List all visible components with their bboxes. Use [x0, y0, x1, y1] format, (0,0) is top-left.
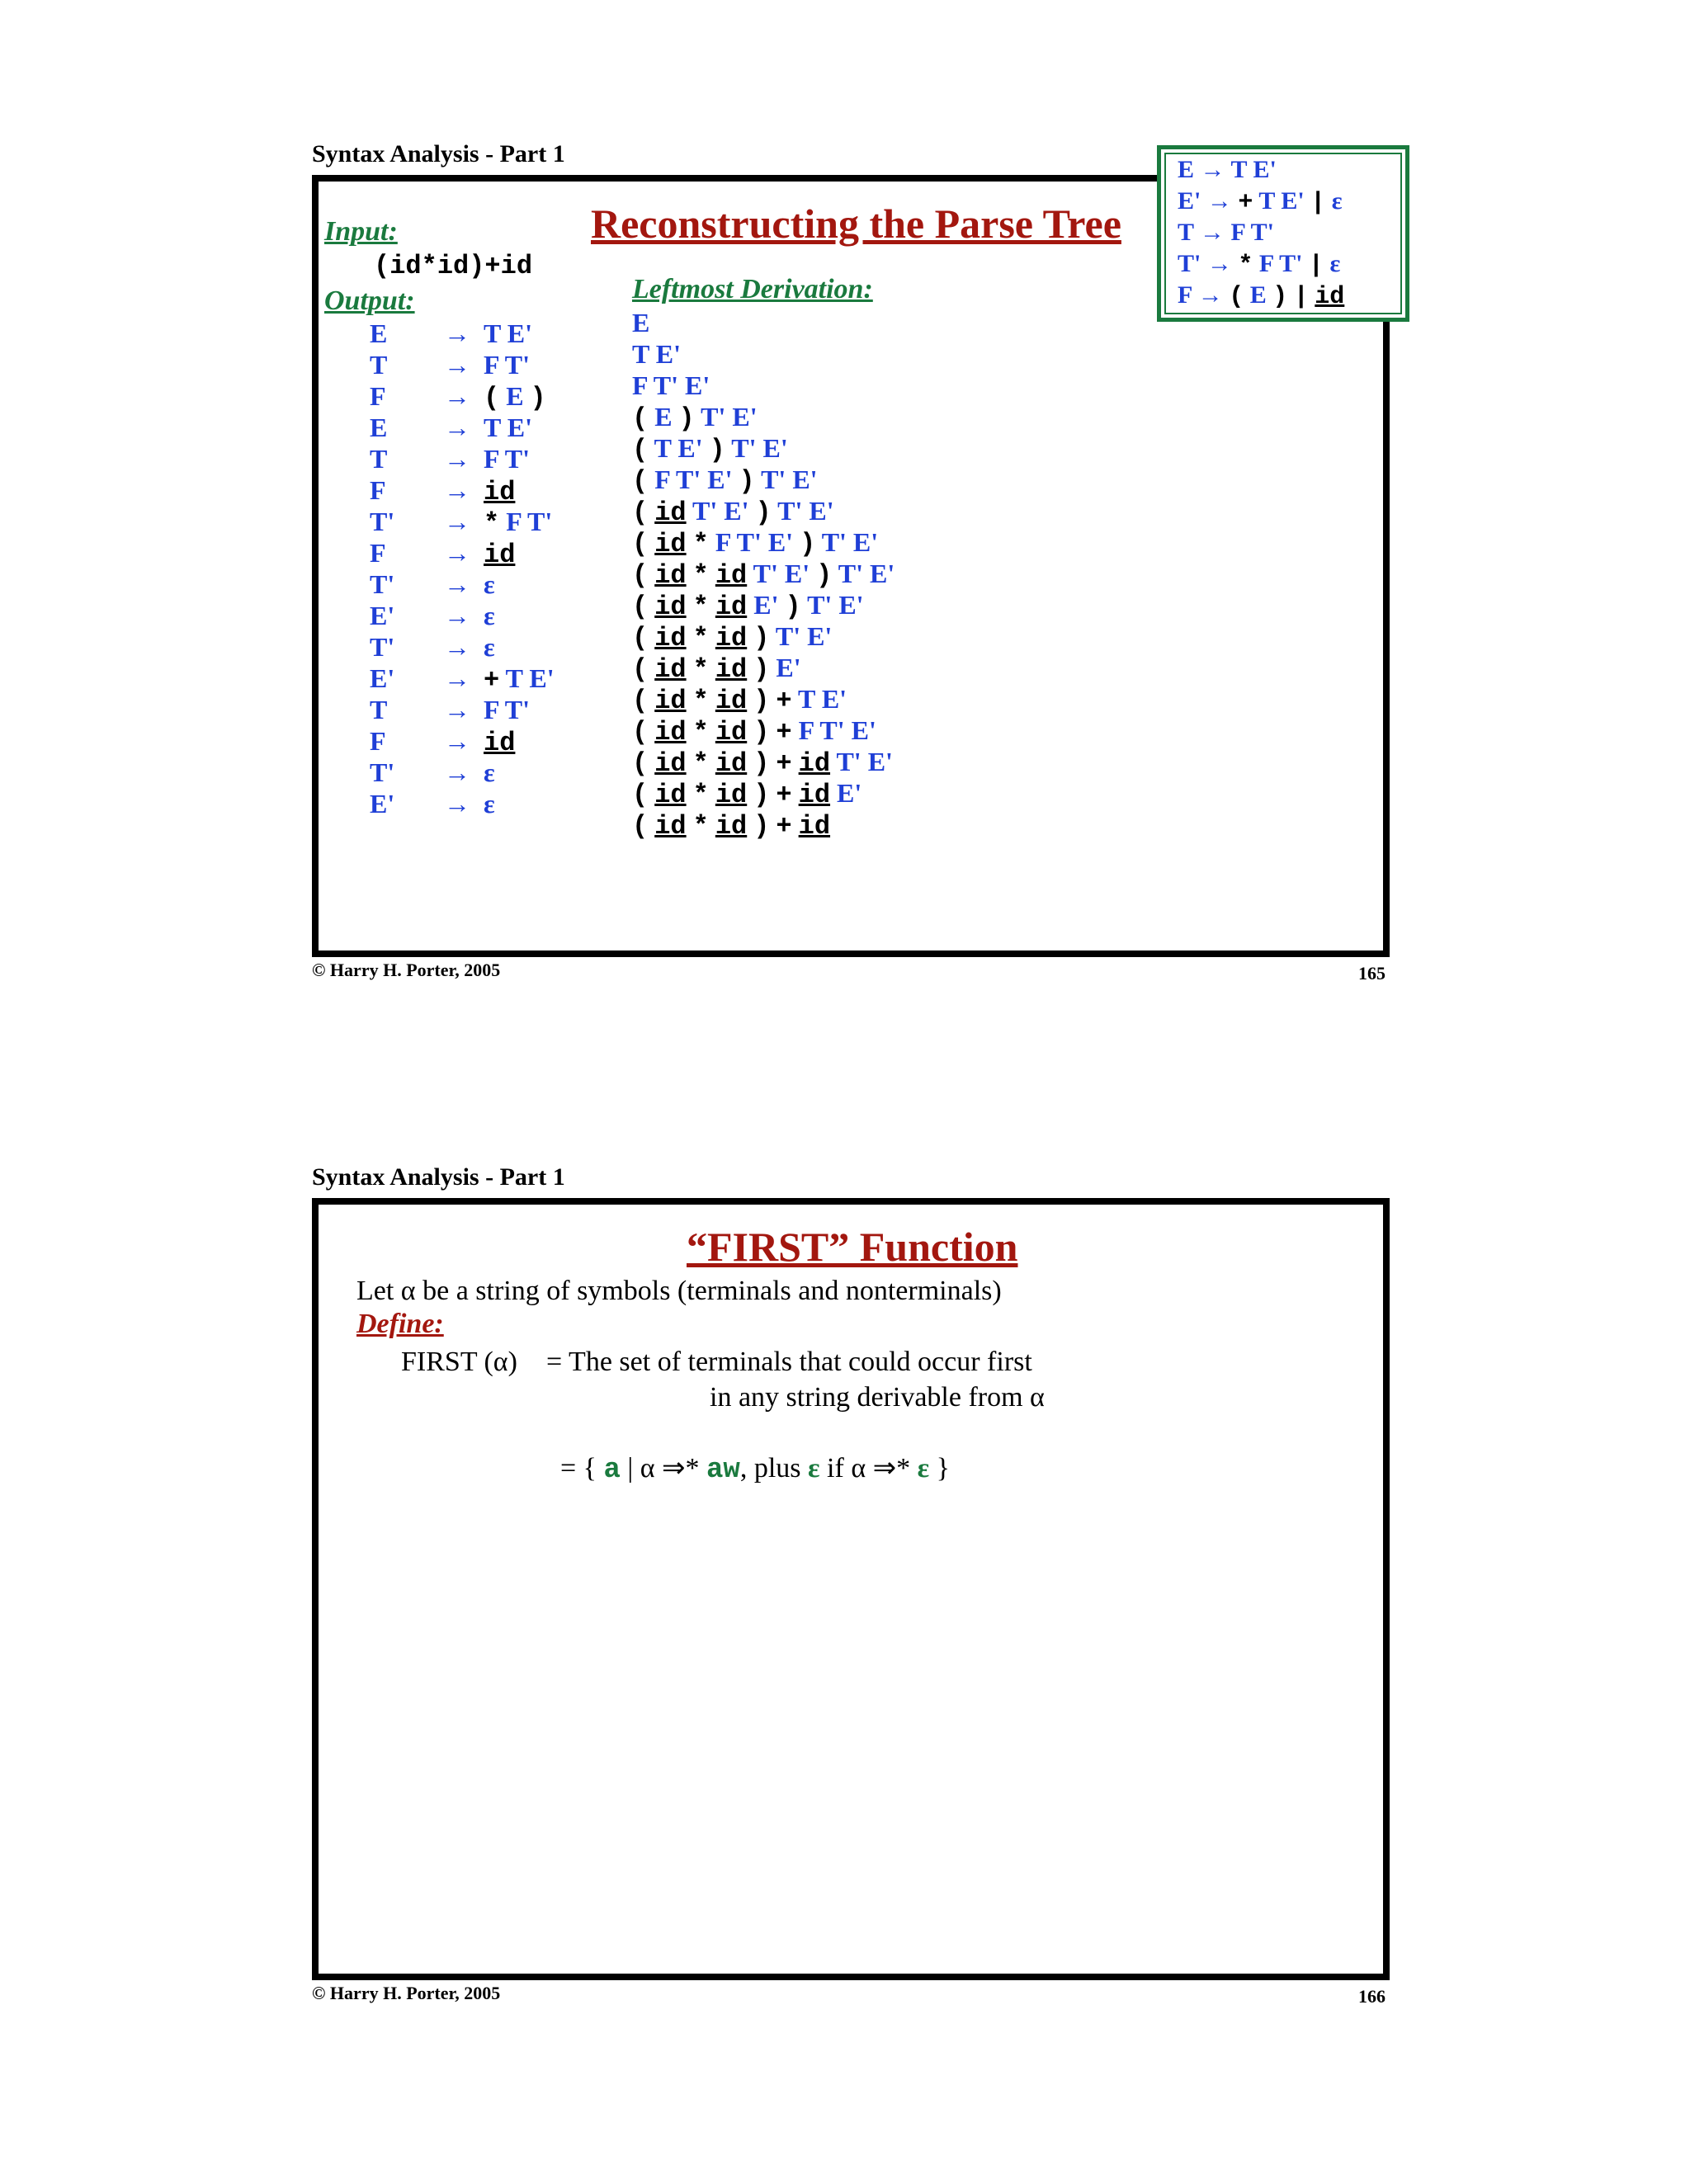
- terminal-symbol: (: [632, 780, 649, 810]
- terminal-symbol: ): [800, 529, 816, 559]
- grammar-symbol: T': [1250, 219, 1275, 246]
- production-lhs: E': [370, 789, 395, 818]
- grammar-symbol: E: [506, 381, 524, 411]
- derivation-step: [632, 589, 895, 620]
- grammar-symbol: E': [809, 496, 834, 526]
- production-arrow: →: [444, 569, 470, 599]
- terminal-symbol: ): [530, 383, 546, 413]
- terminal-id: id: [715, 780, 748, 810]
- terminal-id: id: [654, 498, 687, 528]
- grammar-symbol: ε: [484, 569, 495, 599]
- slide1-title: Reconstructing the Parse Tree: [591, 200, 1121, 247]
- terminal-id: id: [798, 748, 831, 779]
- grammar-symbol: E': [753, 590, 779, 620]
- terminal-id: id: [715, 748, 748, 779]
- production-arrow: →: [444, 381, 470, 411]
- terminal-symbol: +: [776, 717, 792, 748]
- terminal-symbol: (: [632, 623, 649, 653]
- production-arrow: →: [444, 726, 470, 756]
- derivation-step: [632, 464, 895, 495]
- grammar-symbol: T': [504, 444, 531, 474]
- terminal-id: id: [654, 717, 687, 748]
- terminal-id: id: [484, 540, 516, 570]
- grammar-symbol: E': [807, 621, 833, 651]
- grammar-symbol: T: [1230, 156, 1247, 183]
- grammar-symbol: T': [753, 559, 778, 588]
- terminal-id: id: [1315, 283, 1345, 311]
- grammar-rule: [1178, 248, 1344, 280]
- grammar-symbol: T': [526, 507, 553, 536]
- grammar-symbol: T: [1258, 187, 1275, 215]
- terminal-symbol: *: [692, 811, 709, 842]
- output-label: Output:: [324, 285, 415, 316]
- production-arrow: →: [444, 632, 470, 662]
- grammar-symbol: T: [632, 339, 649, 369]
- production-lhs: F: [370, 475, 386, 505]
- terminal-symbol: (: [632, 686, 649, 716]
- grammar-symbol: E': [1178, 187, 1201, 215]
- grammar-rule: [1178, 280, 1344, 311]
- production-lhs: E: [370, 413, 388, 442]
- terminal-symbol: (: [632, 592, 649, 622]
- terminal-symbol: |: [1293, 283, 1309, 311]
- terminal-symbol: +: [1238, 189, 1253, 217]
- production-row: [370, 568, 555, 600]
- grammar-symbol: E': [507, 318, 532, 348]
- slide1-footer: © Harry H. Porter, 2005: [312, 960, 501, 980]
- grammar-symbol: ε: [484, 757, 495, 787]
- terminal-id: id: [715, 717, 748, 748]
- terminal-symbol: (: [632, 748, 649, 779]
- derivation-list: [632, 307, 895, 840]
- derivation-step: [632, 620, 895, 652]
- production-lhs: T': [370, 507, 395, 536]
- definition-line-2: in any string derivable from α: [710, 1382, 1045, 1413]
- arrow: →: [1199, 219, 1225, 246]
- production-rhs: [484, 318, 532, 348]
- production-lhs: E': [370, 601, 395, 630]
- derivation-step: [632, 715, 895, 746]
- derivation-step: [632, 777, 895, 809]
- terminal-id: id: [484, 477, 516, 507]
- terminal-symbol: *: [692, 654, 709, 685]
- terminal-symbol: (: [632, 466, 649, 497]
- grammar-symbol: E': [707, 465, 733, 494]
- terminal-id: id: [654, 686, 687, 716]
- production-row: [370, 694, 555, 725]
- derivation-step: [632, 370, 895, 401]
- production-rhs: [484, 381, 546, 411]
- grammar-symbol: T: [1178, 219, 1194, 246]
- terminal-symbol: (: [632, 435, 649, 465]
- arrow: →: [1206, 250, 1232, 277]
- production-arrow: →: [444, 350, 470, 380]
- set-close: }: [929, 1453, 950, 1484]
- terminal-symbol: ): [753, 811, 770, 842]
- grammar-symbol: T': [777, 496, 803, 526]
- terminal-id: id: [715, 592, 748, 622]
- input-value: (id*id)+id: [374, 251, 533, 281]
- production-lhs: F: [370, 538, 386, 568]
- terminal-symbol: ): [753, 623, 770, 653]
- grammar-symbol: F: [798, 715, 814, 745]
- if-derives-text: if α ⇒*: [819, 1453, 918, 1484]
- grammar-symbol: E': [837, 778, 862, 808]
- terminal-symbol: (: [632, 529, 649, 559]
- derivation-step: [632, 307, 895, 338]
- production-row: [370, 443, 555, 474]
- grammar-symbol: T': [819, 715, 845, 745]
- derivation-step: [632, 338, 895, 370]
- terminal-symbol: (: [1229, 283, 1244, 311]
- terminal-symbol: (: [632, 560, 649, 591]
- production-rhs: [484, 663, 555, 696]
- grammar-symbol: T: [505, 663, 523, 693]
- slide2-footer: © Harry H. Porter, 2005: [312, 1983, 501, 2003]
- production-arrow: →: [444, 695, 470, 724]
- grammar-symbol: T': [821, 527, 847, 557]
- grammar-symbol: T': [653, 370, 679, 400]
- production-lhs: E: [370, 318, 388, 348]
- grammar-symbol: ε: [484, 789, 495, 818]
- grammar-symbol: E': [1253, 156, 1277, 183]
- production-lhs: T: [370, 350, 388, 380]
- production-row: [370, 663, 555, 694]
- terminal-symbol: *: [1238, 252, 1253, 280]
- grammar-symbol: E': [507, 413, 532, 442]
- grammar-symbol: E': [776, 653, 801, 682]
- grammar-symbol: T': [504, 350, 531, 380]
- slide2-page-number: 166: [1358, 1986, 1386, 2007]
- terminal-symbol: ): [753, 717, 770, 748]
- intro-text: Let α be a string of symbols (terminals and nonterminals): [356, 1276, 1002, 1306]
- terminal-symbol: +: [776, 748, 792, 779]
- production-rhs: [484, 601, 495, 630]
- terminal-id: id: [654, 780, 687, 810]
- derivation-step: [632, 809, 895, 840]
- slide2-title: “FIRST” Function: [687, 1224, 1018, 1270]
- terminal-id: id: [798, 780, 831, 810]
- derives-text: | α ⇒*: [620, 1453, 707, 1484]
- terminal-symbol: (: [632, 654, 649, 685]
- grammar-symbol: T': [504, 695, 531, 724]
- terminal-symbol: *: [692, 529, 709, 559]
- terminal-symbol: ): [678, 403, 695, 434]
- grammar-symbol: E: [654, 402, 673, 432]
- plus-text: , plus: [739, 1453, 809, 1484]
- grammar-symbol: F: [1230, 219, 1245, 246]
- definition-line-3: [546, 1415, 950, 1488]
- input-label: Input:: [324, 216, 398, 247]
- terminal-id: id: [654, 560, 687, 591]
- grammar-symbol: E': [784, 559, 810, 588]
- terminal-a: a: [603, 1455, 621, 1486]
- grammar-symbol: F: [632, 370, 648, 400]
- production-lhs: T': [370, 569, 395, 599]
- grammar-symbol: T': [701, 402, 726, 432]
- grammar-symbol: E': [821, 684, 847, 714]
- production-rhs: [484, 413, 532, 442]
- set-open: = {: [560, 1453, 604, 1484]
- production-lhs: T': [370, 632, 395, 662]
- grammar-symbol: E': [732, 402, 758, 432]
- grammar-symbol: E: [1178, 156, 1195, 183]
- derivation-label: Leftmost Derivation:: [632, 274, 873, 304]
- production-rhs: [484, 757, 495, 787]
- grammar-symbol: E': [677, 433, 703, 463]
- production-row: [370, 757, 555, 788]
- production-row: [370, 788, 555, 819]
- production-arrow: →: [444, 475, 470, 505]
- production-arrow: →: [444, 413, 470, 442]
- terminal-symbol: +: [776, 780, 792, 810]
- grammar-box: [1157, 145, 1409, 322]
- production-row: [370, 725, 555, 757]
- derivation-step: [632, 526, 895, 558]
- production-row: [370, 349, 555, 380]
- production-row: [370, 600, 555, 631]
- derivation-step: [632, 558, 895, 589]
- terminal-symbol: ): [753, 686, 770, 716]
- production-arrow: →: [444, 444, 470, 474]
- terminal-symbol: ): [785, 592, 801, 622]
- terminal-symbol: *: [692, 686, 709, 716]
- slide2-header: Syntax Analysis - Part 1: [312, 1163, 565, 1191]
- grammar-symbol: E': [867, 747, 893, 776]
- grammar-symbol: T: [484, 318, 501, 348]
- grammar-symbol: E': [869, 559, 895, 588]
- production-lhs: T: [370, 695, 388, 724]
- terminal-symbol: +: [484, 665, 500, 696]
- grammar-symbol: E: [1249, 281, 1267, 309]
- production-rhs: [484, 507, 553, 539]
- terminal-symbol: *: [484, 508, 500, 539]
- grammar-symbol: E': [767, 527, 794, 557]
- terminal-symbol: ): [1272, 283, 1288, 311]
- terminal-symbol: *: [692, 592, 709, 622]
- production-rhs: [484, 695, 530, 724]
- slide1-header: Syntax Analysis - Part 1: [312, 140, 565, 167]
- terminal-symbol: *: [692, 717, 709, 748]
- production-rhs: [484, 789, 495, 818]
- grammar-rule: [1178, 154, 1344, 186]
- production-list: [370, 318, 555, 819]
- production-arrow: →: [444, 318, 470, 348]
- production-rhs: [484, 632, 495, 662]
- terminal-id: id: [654, 529, 687, 559]
- slide1-page-number: 165: [1358, 963, 1386, 984]
- grammar-rule: [1178, 217, 1344, 248]
- production-lhs: T': [370, 757, 395, 787]
- arrow: →: [1206, 187, 1232, 215]
- derivation-step: [632, 401, 895, 432]
- production-arrow: →: [444, 538, 470, 568]
- production-rhs: [484, 538, 515, 568]
- grammar-symbol: E': [852, 527, 879, 557]
- terminal-id: id: [654, 592, 687, 622]
- grammar-rule: [1178, 186, 1344, 217]
- production-row: [370, 631, 555, 663]
- production-arrow: →: [444, 789, 470, 818]
- terminal-symbol: ): [709, 435, 725, 465]
- grammar-symbol: T: [654, 433, 672, 463]
- terminal-symbol: *: [692, 780, 709, 810]
- production-rhs: [484, 726, 515, 756]
- slide2-frame: [312, 1198, 1390, 1980]
- grammar-symbol: T': [1178, 250, 1201, 277]
- production-row: [370, 537, 555, 568]
- production-lhs: E': [370, 663, 395, 693]
- production-row: [370, 318, 555, 349]
- terminal-symbol: ): [816, 560, 833, 591]
- grammar-symbol: E': [1281, 187, 1305, 215]
- terminal-id: id: [715, 623, 748, 653]
- grammar-symbol: F: [715, 527, 731, 557]
- grammar-symbol: T': [807, 590, 833, 620]
- grammar-symbol: T: [798, 684, 815, 714]
- grammar-symbol: E': [838, 590, 864, 620]
- production-arrow: →: [444, 601, 470, 630]
- epsilon-2: ε: [917, 1453, 930, 1484]
- grammar-symbol: E': [655, 339, 681, 369]
- terminal-symbol: (: [484, 383, 500, 413]
- terminal-symbol: ): [753, 654, 770, 685]
- terminal-symbol: (: [632, 811, 649, 842]
- grammar-symbol: F: [506, 507, 522, 536]
- production-lhs: T: [370, 444, 388, 474]
- terminal-id: id: [715, 811, 748, 842]
- terminal-symbol: |: [1308, 252, 1324, 280]
- grammar-symbol: T': [692, 496, 718, 526]
- terminal-aw: aw: [706, 1455, 740, 1486]
- grammar-rules: [1178, 154, 1344, 311]
- terminal-symbol: ): [753, 780, 770, 810]
- grammar-symbol: T': [836, 747, 862, 776]
- grammar-symbol: E': [529, 663, 555, 693]
- define-label: Define:: [356, 1309, 444, 1339]
- grammar-symbol: T': [731, 433, 757, 463]
- terminal-symbol: |: [1310, 189, 1326, 217]
- terminal-symbol: ): [755, 498, 772, 528]
- production-rhs: [484, 569, 495, 599]
- grammar-symbol: T': [761, 465, 786, 494]
- production-arrow: →: [444, 757, 470, 787]
- production-rhs: [484, 475, 515, 505]
- derivation-step: [632, 495, 895, 526]
- terminal-symbol: *: [692, 623, 709, 653]
- grammar-symbol: F: [1178, 281, 1192, 309]
- derivation-step: [632, 432, 895, 464]
- terminal-id: id: [715, 654, 748, 685]
- production-rhs: [484, 350, 530, 380]
- derivation-step: [632, 652, 895, 683]
- production-row: [370, 412, 555, 443]
- grammar-symbol: F: [654, 465, 670, 494]
- grammar-symbol: E: [632, 308, 650, 337]
- grammar-symbol: ε: [484, 632, 495, 662]
- production-arrow: →: [444, 663, 470, 693]
- grammar-symbol: T: [484, 413, 501, 442]
- production-row: [370, 474, 555, 506]
- terminal-symbol: (: [632, 498, 649, 528]
- grammar-symbol: E': [792, 465, 818, 494]
- production-arrow: →: [444, 507, 470, 536]
- production-lhs: F: [370, 726, 386, 756]
- grammar-symbol: T': [838, 559, 863, 588]
- grammar-symbol: ε: [1329, 250, 1341, 277]
- grammar-symbol: T': [675, 465, 701, 494]
- grammar-symbol: F: [484, 350, 499, 380]
- terminal-id: id: [484, 728, 516, 758]
- terminal-symbol: *: [692, 748, 709, 779]
- terminal-id: id: [654, 654, 687, 685]
- grammar-symbol: E': [851, 715, 876, 745]
- grammar-symbol: E': [685, 370, 710, 400]
- derivation-step: [632, 746, 895, 777]
- grammar-symbol: T': [736, 527, 762, 557]
- derivation-step: [632, 683, 895, 715]
- terminal-symbol: *: [692, 560, 709, 591]
- terminal-id: id: [798, 811, 831, 842]
- terminal-id: id: [715, 686, 748, 716]
- terminal-symbol: (: [632, 403, 649, 434]
- grammar-symbol: F: [484, 444, 499, 474]
- terminal-id: id: [654, 623, 687, 653]
- grammar-symbol: F: [484, 695, 499, 724]
- arrow: →: [1197, 281, 1223, 309]
- terminal-symbol: ): [739, 466, 755, 497]
- grammar-symbol: E': [724, 496, 749, 526]
- terminal-id: id: [715, 560, 748, 591]
- terminal-symbol: +: [776, 811, 792, 842]
- production-row: [370, 506, 555, 537]
- terminal-symbol: ): [753, 748, 770, 779]
- definition-line-1: = The set of terminals that could occur first: [546, 1347, 1032, 1377]
- production-rhs: [484, 444, 530, 474]
- terminal-symbol: +: [776, 686, 792, 716]
- epsilon-1: ε: [808, 1453, 820, 1484]
- grammar-symbol: F: [1258, 250, 1274, 277]
- grammar-symbol: T': [1279, 250, 1303, 277]
- grammar-symbol: E': [762, 433, 788, 463]
- arrow: →: [1200, 156, 1225, 183]
- grammar-symbol: ε: [484, 601, 495, 630]
- terminal-id: id: [654, 811, 687, 842]
- terminal-id: id: [654, 748, 687, 779]
- production-lhs: F: [370, 381, 386, 411]
- grammar-symbol: ε: [1331, 187, 1343, 215]
- first-label: FIRST (α): [401, 1347, 517, 1377]
- grammar-symbol: T': [775, 621, 801, 651]
- terminal-symbol: (: [632, 717, 649, 748]
- production-row: [370, 380, 555, 412]
